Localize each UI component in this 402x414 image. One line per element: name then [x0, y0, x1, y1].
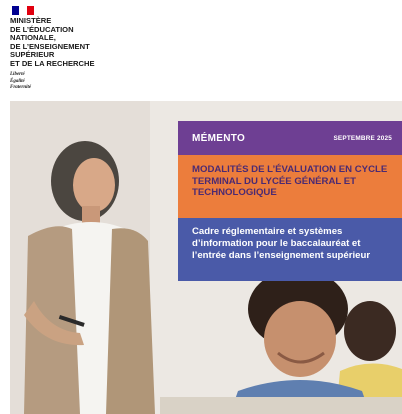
flag-red-stripe — [27, 6, 34, 15]
document-title-block — [178, 155, 402, 218]
memento-banner — [178, 121, 402, 155]
motto-line: Liberté — [10, 72, 25, 77]
ministry-line: DE L’ENSEIGNEMENT — [10, 41, 90, 51]
motto-line: Égalité — [10, 78, 25, 84]
document-subtitle: Cadre réglementaire et systèmes d’information pour le baccalauréat et l’entrée dans l’enseignement supérieur — [192, 226, 371, 261]
document-title: MODALITÉS DE L’ÉVALUATION EN CYCLE TERMINAL DU LYCÉE GÉNÉRAL ET TECHNOLOGIQUE — [192, 164, 388, 199]
ministry-header — [0, 0, 402, 100]
motto-line: Fraternité — [10, 85, 32, 90]
flag-blue-stripe — [12, 6, 19, 15]
republic-motto — [10, 72, 31, 92]
document-type-label: MÉMENTO — [192, 132, 246, 144]
flag-white-stripe — [19, 6, 26, 15]
ministry-name — [10, 17, 140, 69]
ministry-line: MINISTÈRE — [10, 16, 52, 25]
publication-date: SEPTEMBRE 2025 — [333, 134, 392, 142]
document-subtitle-block — [178, 218, 402, 281]
ministry-line: SUPÉRIEUR — [10, 50, 55, 60]
ministry-line: ET DE LA RECHERCHE — [10, 58, 95, 68]
ministry-line: DE L’ÉDUCATION — [10, 24, 74, 34]
marianne-flag-logo — [12, 6, 34, 15]
ministry-line: NATIONALE, — [10, 33, 56, 43]
